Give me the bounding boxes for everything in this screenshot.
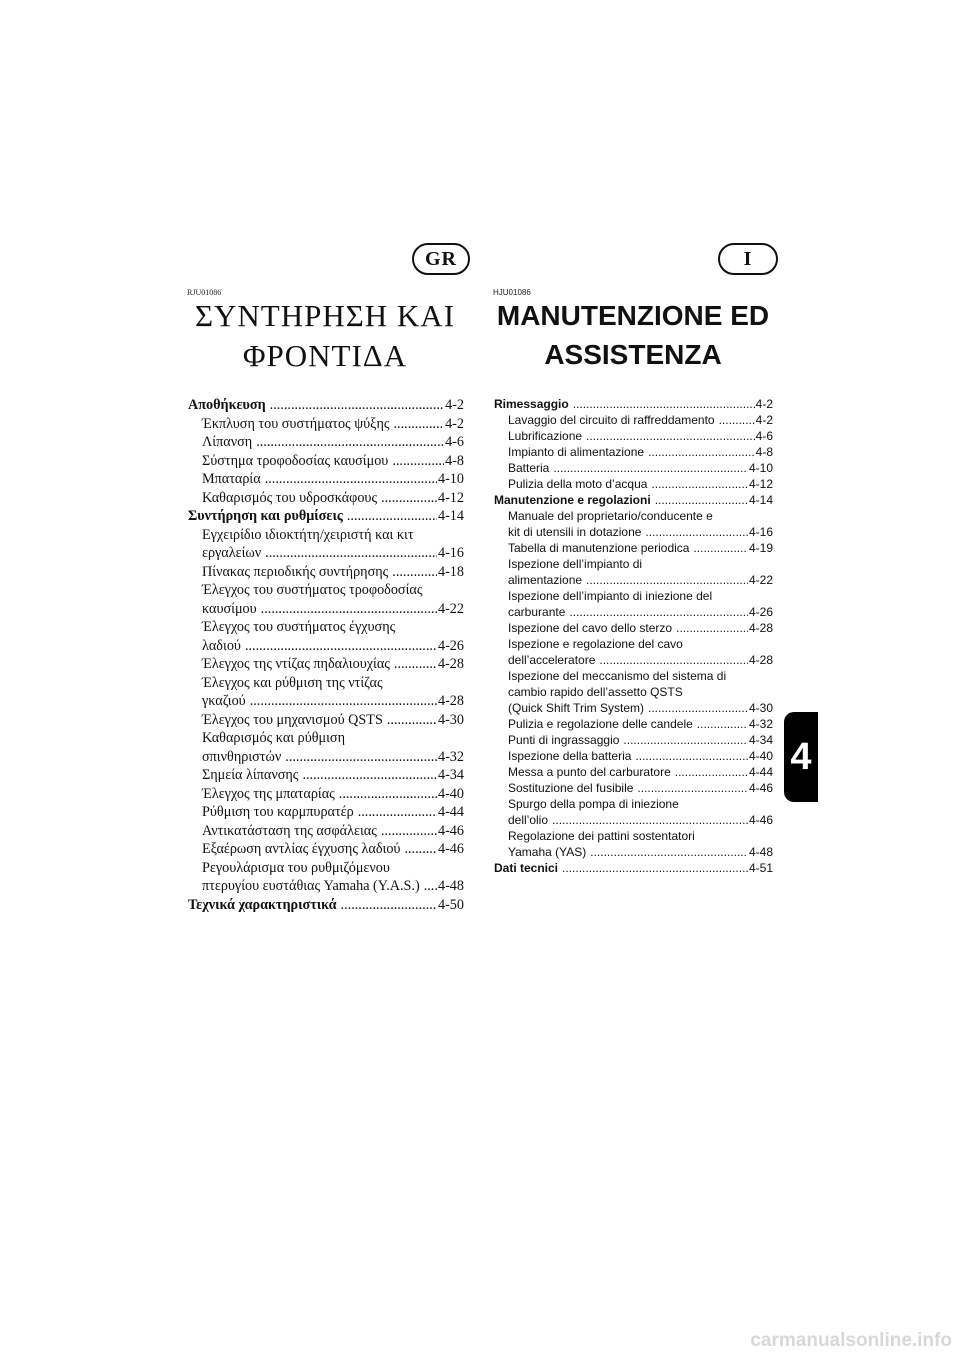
- toc-page-number: 4-12: [748, 477, 773, 491]
- toc-leader-dots: [675, 764, 748, 780]
- toc-entry[interactable]: [188, 544, 464, 563]
- table-of-contents-it: [494, 396, 773, 876]
- toc-leader-dots: [394, 415, 445, 434]
- toc-entry-line: Ispezione del meccanismo del sistema di: [508, 669, 727, 683]
- toc-entry-line: Spurgo della pompa di iniezione: [508, 797, 679, 811]
- toc-entry[interactable]: [494, 652, 773, 668]
- toc-page-number: 4-30: [437, 711, 464, 728]
- toc-entry-title: λαδιού: [202, 637, 241, 654]
- language-badge-gr: GR: [412, 243, 470, 275]
- toc-leader-dots: [339, 785, 437, 804]
- toc-entry-title: πτερυγίου ευστάθιας Yamaha (Y.A.S.): [202, 878, 420, 894]
- toc-page-number: 4-28: [748, 653, 773, 667]
- toc-entry[interactable]: [188, 877, 464, 896]
- toc-entry[interactable]: [494, 716, 773, 732]
- toc-leader-dots: [341, 896, 437, 915]
- chapter-title-gr: [180, 296, 470, 377]
- toc-entry[interactable]: [188, 655, 464, 674]
- toc-entry-title: σπινθηριστών: [202, 748, 282, 765]
- toc-entry[interactable]: [188, 785, 464, 804]
- toc-entry-title: Tabella di manutenzione periodica: [508, 541, 690, 555]
- toc-entry-title: Dati tecnici: [494, 861, 559, 875]
- toc-page-number: 4-16: [748, 525, 773, 539]
- toc-leader-dots: [302, 766, 437, 785]
- toc-leader-dots: [648, 700, 748, 716]
- toc-entry-title: Τεχνικά χαρακτηριστικά: [188, 896, 337, 913]
- chapter-title-it: [488, 296, 778, 374]
- toc-entry-title: Σημεία λίπανσης: [202, 767, 299, 783]
- toc-entry-title: Lubrificazione: [508, 429, 583, 443]
- toc-page-number: 4-48: [437, 878, 464, 894]
- toc-section[interactable]: [494, 396, 773, 412]
- toc-entry-title: Ispezione del cavo dello sterzo: [508, 621, 673, 635]
- toc-entry-title: Εξαέρωση αντλίας έγχυσης λαδιού: [202, 841, 401, 857]
- toc-leader-dots: [569, 604, 748, 620]
- toc-entry-line: Manuale del proprietario/conducente e: [508, 509, 713, 523]
- toc-entry-title: carburante: [508, 605, 566, 619]
- toc-entry[interactable]: [494, 748, 773, 764]
- toc-leader-dots: [586, 572, 748, 588]
- toc-entry-title: Manutenzione e regolazioni: [494, 493, 651, 507]
- toc-entry-title: kit di utensili in dotazione: [508, 525, 642, 539]
- toc-entry[interactable]: [494, 844, 773, 860]
- toc-entry[interactable]: [494, 604, 773, 620]
- toc-leader-dots: [552, 812, 748, 828]
- toc-entry[interactable]: [494, 428, 773, 444]
- toc-entry-title: γκαζιού: [202, 693, 246, 709]
- toc-entry[interactable]: [188, 600, 464, 619]
- toc-leader-dots: [392, 563, 437, 582]
- toc-page-number: 4-18: [437, 563, 464, 580]
- toc-entry[interactable]: [494, 812, 773, 828]
- toc-leader-dots: [623, 732, 748, 748]
- toc-page-number: 4-32: [748, 717, 773, 731]
- toc-page-number: 4-46: [748, 813, 773, 827]
- toc-page-number: 4-34: [748, 733, 773, 747]
- table-of-contents-gr: [188, 396, 464, 914]
- toc-leader-dots: [599, 652, 748, 668]
- toc-leader-dots: [265, 544, 437, 563]
- toc-entry[interactable]: [188, 563, 464, 582]
- toc-leader-dots: [285, 748, 437, 767]
- chapter-title-line: ΦΡΟΝΤΙΔΑ: [242, 338, 408, 374]
- section-code-gr: RJU01086: [187, 288, 222, 297]
- toc-leader-dots: [676, 620, 748, 636]
- toc-entry-title: Καθαρισμός του υδροσκάφους: [202, 489, 378, 506]
- toc-entry[interactable]: [494, 476, 773, 492]
- toc-page-number: 4-10: [748, 461, 773, 475]
- toc-entry-title: Pulizia e regolazione delle candele: [508, 717, 693, 731]
- toc-entry-title: Punti di ingrassaggio: [508, 733, 620, 747]
- toc-entry-title: Messa a punto del carburatore: [508, 765, 671, 779]
- toc-entry-title: Sostituzione del fusibile: [508, 781, 634, 795]
- toc-entry-line: Έλεγχος και ρύθμιση της ντίζας: [202, 674, 383, 691]
- toc-leader-dots: [651, 476, 748, 492]
- toc-entry[interactable]: [188, 452, 464, 471]
- toc-entry-title: Έλεγχος της ντίζας πηδαλιουχίας: [202, 656, 390, 672]
- toc-leader-dots: [381, 822, 437, 841]
- toc-entry-title: Συντήρηση και ρυθμίσεις: [188, 508, 343, 524]
- toc-entry-line: Ispezione e regolazione del cavo: [508, 637, 683, 651]
- toc-entry-title: Έλεγχος του μηχανισμού QSTS: [202, 711, 383, 728]
- toc-entry-title: Αποθήκευση: [188, 397, 266, 413]
- toc-entry-line: Εγχειρίδιο ιδιοκτήτη/χειριστή και κιτ: [202, 526, 414, 543]
- toc-leader-dots: [250, 692, 437, 711]
- toc-page-number: 4-40: [748, 749, 773, 763]
- toc-section[interactable]: [188, 507, 464, 526]
- toc-leader-dots: [358, 803, 437, 822]
- toc-page-number: 4-10: [437, 471, 464, 487]
- toc-page-number: 4-50: [437, 896, 464, 913]
- toc-entry-title: Έκπλυση του συστήματος ψύξης: [202, 415, 390, 432]
- toc-entry-title: Lavaggio del circuito di raffreddamento: [508, 413, 715, 427]
- toc-entry-title: dell’acceleratore: [508, 653, 596, 667]
- toc-leader-dots: [645, 524, 748, 540]
- toc-entry-line: Ispezione dell’impianto di: [508, 557, 643, 571]
- toc-section[interactable]: [494, 492, 773, 508]
- toc-leader-dots: [635, 748, 748, 764]
- toc-page-number: 4-2: [755, 413, 773, 427]
- toc-page-number: 4-34: [437, 767, 464, 783]
- chapter-title-line: MANUTENZIONE ED: [496, 300, 770, 331]
- toc-entry[interactable]: [188, 803, 464, 822]
- toc-page-number: 4-46: [437, 822, 464, 839]
- chapter-tab: 4: [784, 712, 818, 802]
- toc-entry-line: Έλεγχος του συστήματος έγχυσης: [202, 619, 396, 635]
- toc-page-number: 4-2: [755, 397, 773, 411]
- chapter-title-line: ASSISTENZA: [544, 339, 722, 371]
- toc-entry[interactable]: [494, 412, 773, 428]
- toc-page-number: 4-2: [445, 415, 464, 432]
- toc-page-number: 4-22: [748, 573, 773, 587]
- toc-leader-dots: [392, 452, 444, 471]
- toc-entry-title: Αντικατάσταση της ασφάλειας: [202, 822, 377, 839]
- toc-entry[interactable]: [188, 748, 464, 767]
- toc-leader-dots: [586, 428, 755, 444]
- toc-page-number: 4-26: [748, 605, 773, 619]
- language-badge-it: I: [718, 243, 778, 275]
- toc-entry-title: Pulizia della moto d’acqua: [508, 477, 648, 491]
- toc-page-number: 4-8: [755, 445, 773, 459]
- toc-entry-title: Πίνακας περιοδικής συντήρησης: [202, 563, 389, 580]
- toc-page-number: 4-46: [437, 841, 464, 857]
- toc-page-number: 4-22: [437, 600, 464, 617]
- toc-page-number: 4-16: [437, 545, 464, 561]
- toc-entry-title: alimentazione: [508, 573, 583, 587]
- toc-entry-title: Batteria: [508, 461, 550, 475]
- toc-leader-dots: [553, 460, 748, 476]
- toc-section[interactable]: [188, 396, 464, 415]
- toc-entry[interactable]: [188, 637, 464, 656]
- toc-entry-title: (Quick Shift Trim System): [508, 701, 645, 715]
- toc-page-number: 4-40: [437, 785, 464, 802]
- toc-page-number: 4-28: [437, 656, 464, 672]
- toc-leader-dots: [265, 470, 437, 489]
- toc-entry[interactable]: [188, 470, 464, 489]
- toc-page-number: 4-12: [437, 489, 464, 506]
- toc-leader-dots: [256, 433, 444, 452]
- toc-leader-dots: [424, 877, 437, 896]
- toc-leader-dots: [697, 716, 748, 732]
- toc-entry-title: Ρύθμιση του καρμπυρατέρ: [202, 804, 354, 820]
- toc-leader-dots: [637, 780, 748, 796]
- toc-leader-dots: [590, 844, 748, 860]
- toc-page-number: 4-6: [755, 429, 773, 443]
- toc-entry-line: Ispezione dell’impianto di iniezione del: [508, 589, 713, 603]
- toc-leader-dots: [562, 860, 748, 876]
- toc-leader-dots: [719, 412, 755, 428]
- toc-page-number: 4-44: [748, 765, 773, 779]
- toc-entry-line: Έλεγχος του συστήματος τροφοδοσίας: [202, 582, 423, 598]
- toc-entry-line: cambio rapido dell’assetto QSTS: [508, 685, 683, 699]
- toc-entry-title: Σύστημα τροφοδοσίας καυσίμου: [202, 452, 389, 469]
- toc-entry-title: Ispezione della batteria: [508, 749, 632, 763]
- toc-entry-line: Regolazione dei pattini sostentatori: [508, 829, 695, 843]
- toc-page-number: 4-6: [445, 434, 464, 450]
- toc-leader-dots: [261, 600, 437, 619]
- toc-entry[interactable]: [494, 524, 773, 540]
- toc-entry-title: Rimessaggio: [494, 397, 569, 411]
- toc-leader-dots: [648, 444, 755, 460]
- toc-entry-title: Impianto di alimentazione: [508, 445, 645, 459]
- toc-leader-dots: [394, 655, 437, 674]
- toc-entry-title: εργαλείων: [202, 545, 262, 561]
- toc-entry[interactable]: [188, 766, 464, 785]
- footer-watermark: carmanualsonline.info: [750, 1330, 952, 1351]
- toc-page-number: 4-8: [445, 452, 464, 469]
- toc-page-number: 4-51: [748, 861, 773, 875]
- chapter-title-line: ΣΥΝΤΗΡΗΣΗ ΚΑΙ: [194, 298, 456, 333]
- toc-page-number: 4-44: [437, 804, 464, 820]
- toc-entry-title: Έλεγχος της μπαταρίας: [202, 785, 335, 802]
- toc-entry[interactable]: [494, 780, 773, 796]
- toc-entry[interactable]: [494, 764, 773, 780]
- toc-leader-dots: [387, 711, 437, 730]
- toc-leader-dots: [270, 396, 444, 415]
- toc-page-number: 4-14: [748, 493, 773, 507]
- toc-page-number: 4-14: [437, 508, 464, 524]
- toc-entry[interactable]: [188, 711, 464, 730]
- toc-page-number: 4-48: [748, 845, 773, 859]
- toc-entry-title: Μπαταρία: [202, 471, 261, 487]
- toc-entry-line: Ρεγουλάρισμα του ρυθμιζόμενου: [202, 859, 390, 876]
- toc-leader-dots: [655, 492, 748, 508]
- toc-entry-title: Yamaha (YAS): [508, 845, 587, 859]
- section-code-it: HJU01086: [493, 288, 531, 297]
- toc-entry-title: καυσίμου: [202, 600, 257, 617]
- toc-entry[interactable]: [494, 620, 773, 636]
- toc-leader-dots: [573, 396, 755, 412]
- toc-page-number: 4-2: [445, 397, 464, 413]
- toc-entry[interactable]: [188, 692, 464, 711]
- toc-entry[interactable]: [188, 822, 464, 841]
- toc-entry[interactable]: [494, 460, 773, 476]
- toc-entry[interactable]: [188, 840, 464, 859]
- toc-leader-dots: [381, 489, 437, 508]
- toc-leader-dots: [693, 540, 748, 556]
- toc-entry[interactable]: [494, 732, 773, 748]
- toc-page-number: 4-26: [437, 637, 464, 654]
- toc-entry[interactable]: [494, 540, 773, 556]
- toc-section[interactable]: [494, 860, 773, 876]
- toc-page-number: 4-19: [748, 541, 773, 555]
- toc-entry-line: Καθαρισμός και ρύθμιση: [202, 730, 346, 746]
- toc-entry-title: dell’olio: [508, 813, 549, 827]
- toc-page-number: 4-32: [437, 748, 464, 765]
- footer-bar: [0, 1318, 960, 1358]
- toc-leader-dots: [404, 840, 437, 859]
- toc-page-number: 4-28: [748, 621, 773, 635]
- toc-leader-dots: [347, 507, 437, 526]
- toc-leader-dots: [245, 637, 437, 656]
- toc-entry[interactable]: [188, 489, 464, 508]
- toc-entry[interactable]: [494, 572, 773, 588]
- toc-page-number: 4-28: [437, 693, 464, 709]
- toc-section[interactable]: [188, 896, 464, 915]
- toc-entry-title: Λίπανση: [202, 434, 253, 450]
- toc-entry[interactable]: [494, 444, 773, 460]
- toc-page-number: 4-46: [748, 781, 773, 795]
- toc-entry[interactable]: [494, 700, 773, 716]
- toc-page-number: 4-30: [748, 701, 773, 715]
- toc-entry[interactable]: [188, 433, 464, 452]
- toc-entry[interactable]: [188, 415, 464, 434]
